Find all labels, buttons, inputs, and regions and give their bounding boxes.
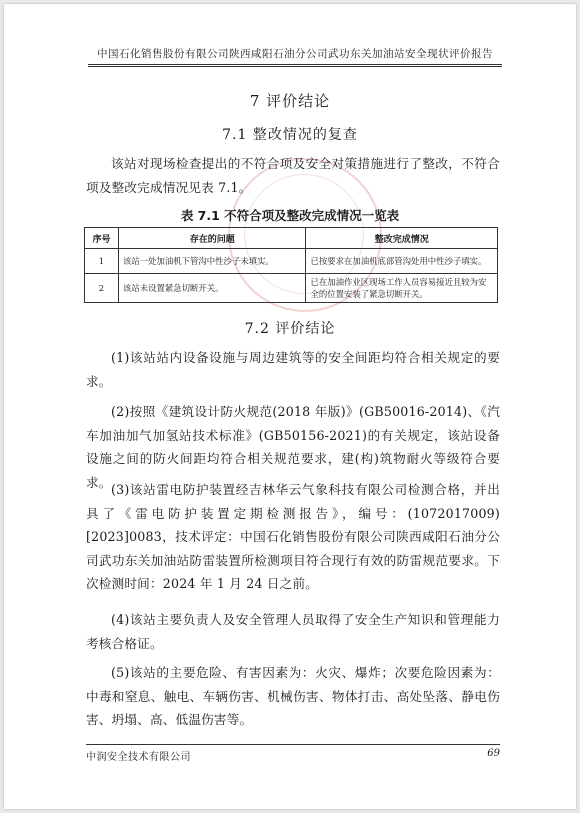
row-number: 2: [85, 274, 119, 303]
section-7-2-title: 7.2 评价结论: [244, 321, 336, 337]
conclusion-paragraph-4: (4)该站主要负责人及安全管理人员取得了安全生产知识和管理能力考核合格证。: [86, 612, 500, 651]
row-fix: 已按要求在加油机底部管沟处用中性沙子填实。: [306, 249, 498, 274]
table-header-cell: 序号: [85, 228, 119, 249]
footer-company: 中润安全技术有限公司: [86, 752, 191, 763]
conclusion-paragraph-5: (5)该站的主要危险、有害因素为：火灾、爆炸；次要危险因素为：中毒和窒息、触电、车辆伤害、机械伤害、物体打击、高处坠落、静电伤害、坍塌、高、低温伤害等。: [86, 665, 500, 727]
conclusion-paragraph-2: (2)按照《建筑设计防火规范(2018 年版)》(GB50016-2014)、《汽车加油加气加氢站技术标准》(GB50156-2021)的有关规定，该站设备设施之间的防火间距均符合相关规范要求，建(构)筑物耐火等级符合要求。: [86, 404, 500, 490]
section-7-1-paragraph: 该站对现场检查提出的不符合项及安全对策措施进行了整改，不符合项及整改完成情况见表 7.1。: [86, 156, 500, 195]
conclusion-paragraph-1: (1)该站站内设备设施与周边建筑等的安全间距均符合相关规定的要求。: [86, 350, 500, 389]
table-row: [85, 274, 498, 303]
report-header: 中国石化销售股份有限公司陕西咸阳石油分公司武功东关加油站安全现状评价报告: [97, 48, 493, 60]
table-header-cell: 存在的问题: [118, 228, 306, 249]
page-number: 69: [487, 748, 500, 759]
table-header-cell: 整改完成情况: [306, 228, 498, 249]
table-caption: 表 7.1 不符合项及整改完成情况一览表: [180, 208, 400, 223]
header-rule: [88, 64, 502, 67]
table-header-row: [85, 228, 498, 249]
chapter-title: 7 评价结论: [249, 92, 331, 110]
row-number: 1: [85, 249, 119, 274]
row-problem: 该站一处加油机下管沟中性沙子未填实。: [118, 249, 306, 274]
footer-rule: [86, 744, 500, 745]
conclusion-paragraph-3: (3)该站雷电防护装置经吉林华云气象科技有限公司检测合格，并出具了《雷电防护装置定期检测报告》，编号：(1072017009)[2023]0083，技术评定：中国石化销售股份有限公司陕西咸阳石油分公司武功东关加油站防雷装置所检测项目符合现行有效的防雷规范要求。下次检测时间：2024 年 1 月 24 日之前。: [86, 482, 500, 591]
nonconformity-table: [84, 227, 498, 303]
row-problem: 该站未设置紧急切断开关。: [118, 274, 306, 303]
section-7-1-title: 7.1 整改情况的复查: [222, 127, 358, 143]
table-row: [85, 249, 498, 274]
row-fix: 已在加油作业区现场工作人员容易接近且较为安全的位置安装了紧急切断开关。: [306, 274, 498, 303]
